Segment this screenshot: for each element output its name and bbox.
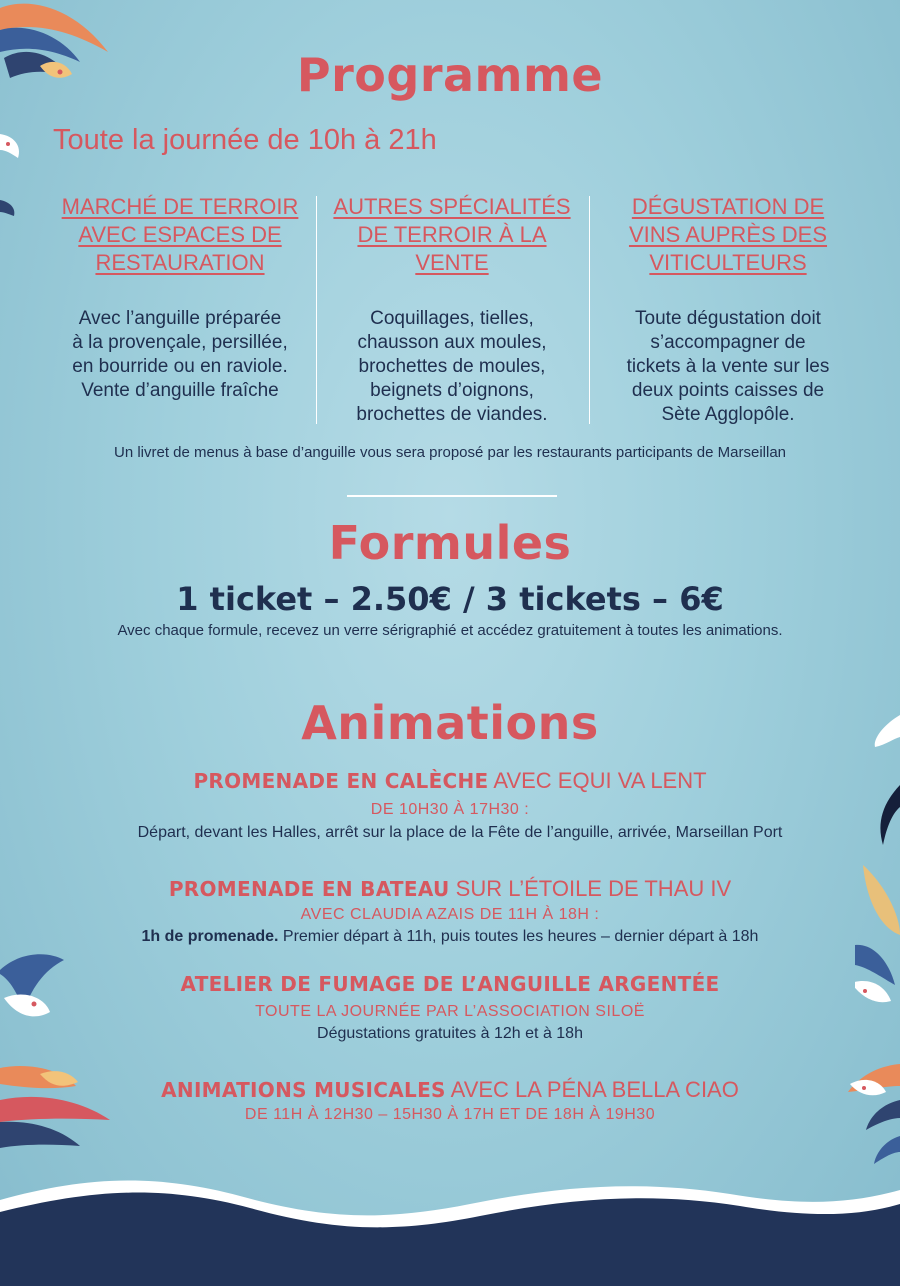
animation-heading-rest: AVEC EQUI VA LENT — [488, 768, 707, 793]
programme-column-terroir — [50, 193, 310, 403]
heading-line: AUTRES SPÉCIALITÉS — [333, 194, 571, 219]
programme-column-specialites — [322, 193, 582, 427]
heading-line: VINS AUPRÈS DES — [628, 222, 828, 247]
body-line: brochettes de moules, — [358, 356, 546, 377]
animations-title: Animations — [301, 696, 599, 750]
heading-line: VENTE — [415, 250, 489, 275]
body-line: Avec l’anguille préparée — [78, 308, 282, 329]
animation-subtitle: DE 11H À 12H30 – 15H30 À 17H ET DE 18H À 19H30 — [244, 1106, 656, 1123]
programme-hours: Toute la journée de 10h à 21h — [53, 124, 437, 156]
body-line: Sète Agglopôle. — [661, 404, 795, 425]
body-line: Coquillages, tielles, — [370, 308, 534, 329]
column-body — [50, 307, 310, 403]
body-line: brochettes de viandes. — [356, 404, 548, 425]
programme-title: Programme — [296, 48, 604, 102]
animation-heading — [0, 1077, 900, 1103]
animation-heading-bold: ANIMATIONS MUSICALES — [161, 1078, 446, 1102]
programme-note: Un livret de menus à base d’anguille vous sera proposé par les restaurants participants de Marseillan — [113, 444, 787, 461]
animation-heading-bold: PROMENADE EN CALÈCHE — [193, 769, 489, 793]
programme-column-degustation — [598, 193, 858, 427]
heading-line: DÉGUSTATION DE — [631, 194, 825, 219]
animation-text: Départ, devant les Halles, arrêt sur la place de la Fête de l’anguille, arrivée, Marseillan Port — [137, 824, 783, 841]
column-body — [322, 307, 582, 427]
animation-text-bold: 1h de promenade. — [141, 928, 279, 945]
column-divider — [589, 196, 590, 424]
heading-line: VITICULTEURS — [649, 250, 807, 275]
column-body — [598, 307, 858, 427]
column-heading — [598, 193, 858, 277]
column-heading — [322, 193, 582, 277]
body-line: Toute dégustation doit — [635, 308, 821, 329]
heading-line: MARCHÉ DE TERROIR — [61, 194, 299, 219]
body-line: deux points caisses de — [631, 380, 825, 401]
ticket-prices: 1 ticket – 2.50€ / 3 tickets – 6€ — [176, 580, 724, 618]
body-line: tickets à la vente sur les — [626, 356, 830, 377]
animation-subtitle: AVEC CLAUDIA AZAIS DE 11H À 18H : — [300, 906, 600, 923]
fish-leaf-left-decoration — [0, 120, 30, 220]
heading-line: AVEC ESPACES DE — [78, 222, 282, 247]
animation-subtitle: TOUTE LA JOURNÉE PAR L’ASSOCIATION SILOË — [255, 1003, 645, 1020]
wave-footer-decoration — [0, 1160, 900, 1286]
animation-heading — [0, 768, 900, 794]
animation-heading-rest: AVEC LA PÉNA BELLA CIAO — [445, 1077, 739, 1102]
body-line: Vente d’anguille fraîche — [81, 380, 279, 401]
section-divider — [347, 495, 557, 497]
column-heading — [50, 193, 310, 277]
animation-heading-bold: ATELIER DE FUMAGE DE L’ANGUILLE ARGENTÉE — [180, 972, 720, 996]
body-line: s’accompagner de — [650, 332, 806, 353]
animation-text — [0, 928, 900, 946]
body-line: chausson aux moules, — [357, 332, 547, 353]
formules-note: Avec chaque formule, recevez un verre sérigraphié et accédez gratuitement à toutes les animations. — [117, 622, 783, 639]
animation-text: Dégustations gratuites à 12h et à 18h — [317, 1025, 583, 1042]
column-divider — [316, 196, 317, 424]
animation-text-rest: Premier départ à 11h, puis toutes les heures – dernier départ à 18h — [278, 928, 759, 945]
animation-heading — [0, 876, 900, 902]
animation-heading — [0, 971, 900, 997]
heading-line: DE TERROIR À LA — [357, 222, 547, 247]
body-line: en bourride ou en raviole. — [72, 356, 288, 377]
heading-line: RESTAURATION — [95, 250, 265, 275]
body-line: à la provençale, persillée, — [72, 332, 288, 353]
animation-heading-bold: PROMENADE EN BATEAU — [168, 877, 450, 901]
formules-title: Formules — [328, 516, 572, 570]
animation-subtitle: DE 10H30 À 17H30 : — [370, 801, 530, 818]
body-line: beignets d’oignons, — [370, 380, 534, 401]
animation-heading-rest: SUR L’ÉTOILE DE THAU IV — [449, 876, 732, 901]
